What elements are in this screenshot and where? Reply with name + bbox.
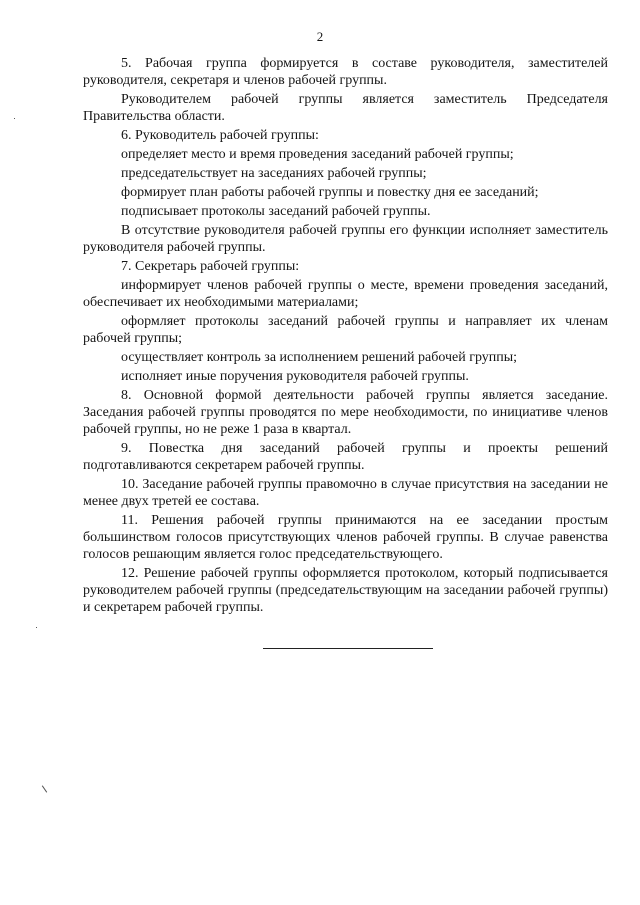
paragraph-5: 5. Рабочая группа формируется в составе руководителя, заместителей руководителя, секретаря и членов рабочей группы. [83, 56, 608, 88]
scan-mark [36, 627, 37, 628]
paragraph-10: 10. Заседание рабочей группы правомочно в случае присутствия на заседании не менее двух третей ее состава. [83, 477, 608, 509]
list-item: подписывает протоколы заседаний рабочей группы. [121, 204, 431, 219]
list-item: информирует членов рабочей группы о месте, времени проведения заседаний, обеспечивает их необходимыми материалами; [83, 278, 608, 310]
list-item: председательствует на заседаниях рабочей группы; [121, 166, 427, 181]
page-number: 2 [316, 29, 324, 44]
paragraph-7: 7. Секретарь рабочей группы: [121, 259, 300, 274]
scan-mark [14, 118, 15, 119]
paragraph-9: 9. Повестка дня заседаний рабочей группы и проекты решений подготавливаются секретарем рабочей группы. [83, 441, 608, 473]
closing-divider [263, 648, 433, 649]
paragraph-8: 8. Основной формой деятельности рабочей группы является заседание. Заседания рабочей группы проводятся по мере необходимости, по инициативе членов рабочей группы, но не реже 1 раза в квартал. [83, 388, 608, 437]
list-item: определяет место и время проведения заседаний рабочей группы; [121, 147, 514, 162]
scan-mark [42, 785, 47, 792]
list-item: оформляет протоколы заседаний рабочей группы и направляет их членам рабочей группы; [83, 314, 608, 346]
paragraph-6: 6. Руководитель рабочей группы: [121, 128, 319, 143]
list-item: формирует план работы рабочей группы и повестку дня ее заседаний; [121, 185, 539, 200]
list-item: исполняет иные поручения руководителя рабочей группы. [121, 369, 469, 384]
document-body [83, 55, 608, 618]
paragraph-5-head: Руководителем рабочей группы является заместитель Председателя Правительства области. [83, 92, 608, 124]
paragraph-11: 11. Решения рабочей группы принимаются на ее заседании простым большинством голосов присутствующих членов рабочей группы. В случае равенства голосов решающим является голос председательствующего. [83, 513, 608, 562]
paragraph-12: 12. Решение рабочей группы оформляется протоколом, который подписывается руководителем рабочей группы (председательствующим на заседании рабочей группы) и секретарем рабочей группы. [83, 566, 608, 615]
list-item: осуществляет контроль за исполнением решений рабочей группы; [121, 350, 518, 365]
paragraph-6-absence: В отсутствие руководителя рабочей группы его функции исполняет заместитель руководителя рабочей группы. [83, 223, 608, 255]
